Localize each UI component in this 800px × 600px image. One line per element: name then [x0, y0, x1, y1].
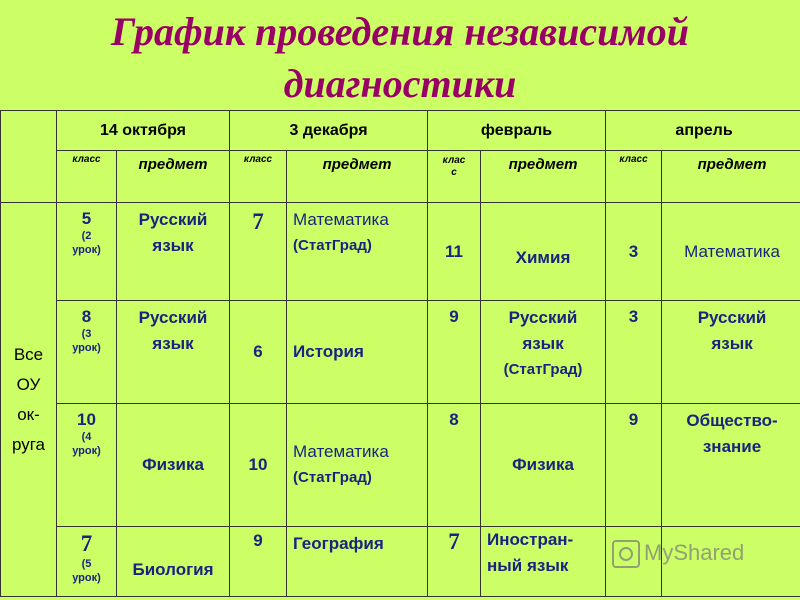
lesson-note: (3	[81, 328, 92, 340]
class-number: 10	[77, 410, 96, 429]
side-label-part: Все	[13, 344, 44, 364]
class-number: 9	[628, 410, 639, 429]
subject-name: Физика	[512, 455, 574, 474]
all-schools-label	[1, 203, 57, 597]
class-number: 7	[252, 209, 264, 234]
title-line-1: График проведения независимой	[110, 9, 690, 54]
table-row	[1, 203, 800, 301]
subject-name: Математика	[293, 210, 389, 229]
class-cell	[57, 301, 117, 404]
class-number: 9	[253, 531, 263, 550]
klass-header: класс	[230, 151, 287, 203]
subject-name: Биология	[132, 560, 214, 579]
predmet-header: предмет	[662, 151, 800, 203]
subject-name: ный язык	[487, 556, 569, 575]
class-number: 9	[449, 307, 459, 326]
date-header-2: 3 декабря	[230, 111, 428, 151]
class-number: 5	[81, 209, 92, 228]
subject-note: (СтатГрад)	[293, 469, 372, 486]
subject-cell	[117, 404, 230, 527]
subject-name: Иностран-	[487, 530, 574, 549]
predmet-header: предмет	[287, 151, 428, 203]
class-number: 10	[248, 455, 268, 474]
subject-name: Химия	[515, 247, 571, 267]
page-title	[0, 6, 800, 110]
lesson-note: урок)	[72, 572, 101, 584]
side-label-part: ОУ	[16, 374, 41, 394]
title-line-2: диагностики	[283, 61, 517, 106]
corner-cell	[1, 111, 57, 203]
class-number: 11	[445, 241, 463, 261]
subject-note: (СтатГрад)	[503, 361, 583, 378]
subject-note: (СтатГрад)	[293, 237, 372, 254]
date-header-1: 14 октября	[57, 111, 230, 151]
header-sub-row	[1, 151, 800, 203]
subject-name: Физика	[142, 455, 204, 474]
watermark-logo-icon	[612, 540, 640, 568]
class-cell	[230, 527, 287, 597]
lesson-note: (5	[81, 558, 92, 570]
class-number: 8	[81, 307, 92, 326]
table-row	[1, 301, 800, 404]
class-cell	[606, 203, 662, 301]
class-cell	[428, 301, 481, 404]
subject-name: География	[293, 534, 384, 553]
subject-cell	[287, 404, 428, 527]
subject-name: Математика	[684, 241, 780, 261]
class-cell	[57, 527, 117, 597]
subject-cell	[481, 527, 606, 597]
subject-name: знание	[702, 437, 762, 456]
klass-header: класс	[57, 151, 117, 203]
klass-header-part-2: с	[451, 167, 457, 178]
class-number: 7	[80, 531, 93, 556]
subject-cell	[481, 203, 606, 301]
class-cell	[57, 404, 117, 527]
subject-cell	[117, 203, 230, 301]
klass-header-part-1: клас	[442, 155, 466, 166]
date-header-3: февраль	[428, 111, 606, 151]
subject-name: Русский	[697, 308, 767, 327]
subject-name: язык	[522, 334, 564, 353]
subject-cell	[481, 404, 606, 527]
lesson-note: урок)	[72, 445, 101, 457]
table-row	[1, 404, 800, 527]
subject-cell	[117, 301, 230, 404]
schedule-table	[0, 110, 800, 597]
class-cell	[230, 203, 287, 301]
class-number: 3	[628, 241, 639, 261]
subject-cell	[287, 301, 428, 404]
watermark-text: MyShared	[644, 540, 745, 565]
header-dates-row	[1, 111, 800, 151]
subject-cell	[662, 404, 800, 527]
side-label-part: ок-	[17, 404, 40, 424]
klass-header: класс	[606, 151, 662, 203]
subject-cell	[481, 301, 606, 404]
subject-cell	[662, 301, 800, 404]
subject-name: История	[293, 342, 364, 361]
lesson-note: урок)	[72, 244, 101, 256]
subject-name: Математика	[293, 442, 389, 461]
class-cell	[428, 527, 481, 597]
subject-name: Русский	[138, 210, 208, 229]
class-cell	[606, 301, 662, 404]
subject-name: Общество-	[686, 411, 778, 430]
subject-name: язык	[152, 236, 194, 255]
class-cell	[606, 404, 662, 527]
subject-cell	[287, 203, 428, 301]
watermark	[612, 540, 744, 568]
predmet-header: предмет	[481, 151, 606, 203]
class-number: 3	[628, 307, 639, 326]
class-cell	[230, 404, 287, 527]
subject-cell	[117, 527, 230, 597]
class-cell	[428, 203, 481, 301]
subject-cell	[287, 527, 428, 597]
class-cell	[428, 404, 481, 527]
predmet-header: предмет	[117, 151, 230, 203]
lesson-note: (2	[81, 230, 92, 242]
side-label-part: руга	[11, 434, 46, 454]
subject-name: Русский	[138, 308, 208, 327]
class-number: 6	[253, 342, 263, 361]
subject-name: язык	[711, 334, 753, 353]
subject-cell	[662, 203, 800, 301]
class-number: 7	[448, 529, 460, 554]
class-cell	[57, 203, 117, 301]
class-cell	[230, 301, 287, 404]
subject-name: Русский	[508, 308, 578, 327]
class-number: 8	[449, 410, 459, 429]
date-header-4: апрель	[606, 111, 800, 151]
subject-name: язык	[152, 334, 194, 353]
lesson-note: урок)	[72, 342, 101, 354]
klass-header-split	[428, 151, 481, 203]
lesson-note: (4	[81, 431, 92, 443]
